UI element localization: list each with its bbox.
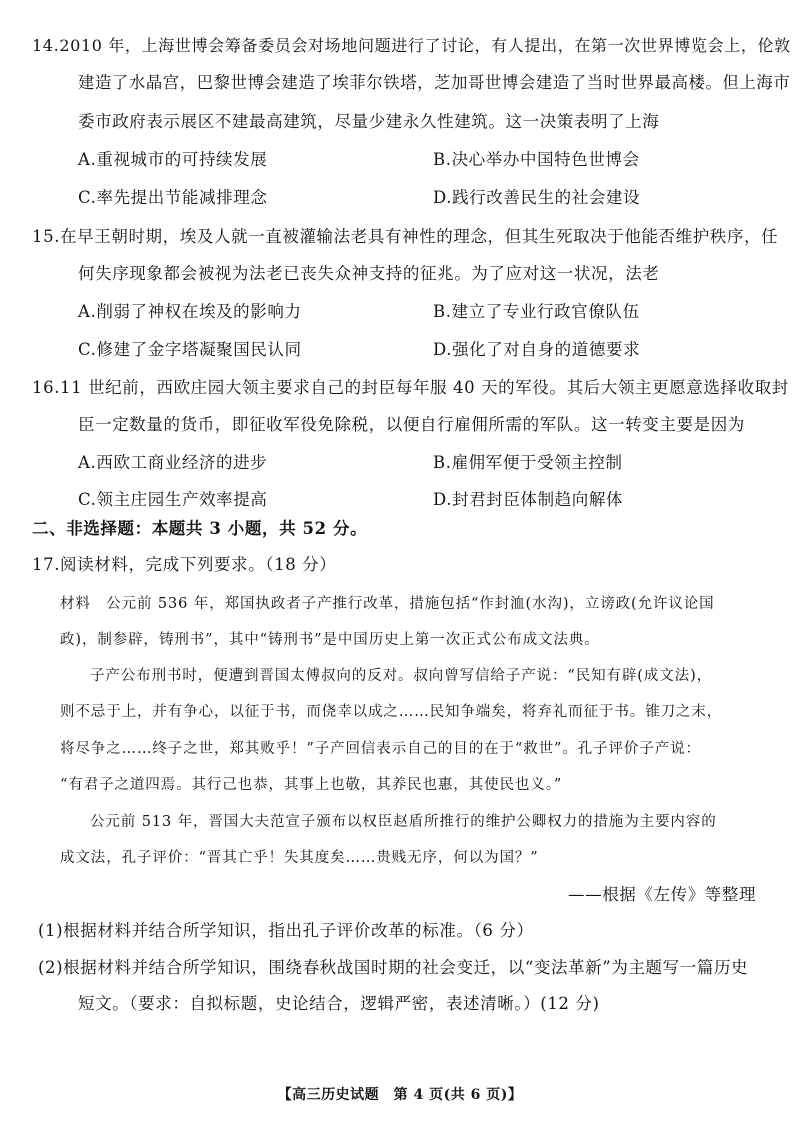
q17-material-line-4: 则不忌于上，并有争心，以征于书，而侥幸以成之……民知争端矣，将弃礼而征于书。锥刀之末， [60, 704, 723, 720]
q14-line-3: 委市政府表示展区不建最高建筑，尽量少建永久性建筑。这一决策表明了上海 [78, 112, 660, 131]
q17-material-line-7: 公元前 513 年，晋国大夫范宣子颁布以权臣赵盾所推行的维护公卿权力的措施为主要内容的 [90, 814, 717, 830]
q14-option-d: D.践行改善民生的社会建设 [433, 188, 641, 207]
q17-subquestion-2-line-2: 短文。（要求：自拟标题，史论结合，逻辑严密，表述清晰。）(12 分) [78, 994, 600, 1013]
q15-line-1: 15.在早王朝时期，埃及人就一直被灌输法老具有神性的理念，但其生死取决于他能否维护秩序，任 [32, 227, 779, 246]
q15-option-a: A.削弱了神权在埃及的影响力 [78, 302, 302, 321]
q17-source: ——根据《左传》等整理 [568, 885, 757, 904]
q16-option-d: D.封君封臣体制趋向解体 [433, 490, 624, 509]
q17-material-line-2: 政)，制参辟，铸刑书”，其中“铸刑书”是中国历史上第一次正式公布成文法典。 [60, 632, 600, 648]
q15-option-b: B.建立了专业行政官僚队伍 [433, 302, 640, 321]
q16-line-1: 16.11 世纪前，西欧庄园大领主要求自己的封臣每年服 40 天的军役。其后大领主更愿意选择收取封 [32, 378, 789, 397]
q17-material-line-5: 将尽争之……终子之世，郑其败乎！”子产回信表示自己的目的在于“救世”。孔子评价子产说： [60, 741, 701, 757]
q17-material-line-8: 成文法，孔子评价：“晋其亡乎！失其度矣……贵贱无序，何以为国？” [60, 850, 539, 866]
q16-line-2: 臣一定数量的货币，即征收军役免除税，以便自行雇佣所需的军队。这一转变主要是因为 [78, 415, 745, 434]
q14-line-2: 建造了水晶宫，巴黎世博会建造了埃菲尔铁塔，芝加哥世博会建造了当时世界最高楼。但上海市 [78, 73, 791, 92]
q14-option-b: B.决心举办中国特色世博会 [433, 150, 640, 169]
q15-option-d: D.强化了对自身的道德要求 [433, 340, 641, 359]
q16-option-c: C.领主庄园生产效率提高 [78, 490, 268, 509]
q17-title: 17.阅读材料，完成下列要求。（18 分） [32, 555, 337, 574]
q17-material-line-3: 子产公布刑书时，便遭到晋国太傅叔向的反对。叔向曾写信给子产说：“民知有辟(成文法)， [90, 668, 713, 684]
q14-option-a: A.重视城市的可持续发展 [78, 150, 268, 169]
q16-option-a: A.西欧工商业经济的进步 [78, 453, 268, 472]
q15-option-c: C.修建了金字塔凝聚国民认同 [78, 340, 302, 359]
q17-material-line-1: 材料 公元前 536 年，郑国执政者子产推行改革，措施包括“作封洫(水沟)，立谤政(允许议论国 [60, 596, 715, 612]
q17-subquestion-2-line-1: (2)根据材料并结合所学知识，围绕春秋战国时期的社会变迁，以“变法革新”为主题写一篇历史 [38, 958, 749, 977]
q17-material-line-6: “有君子之道四焉。其行己也恭，其事上也敬，其养民也惠，其使民也义。” [60, 777, 563, 793]
q16-option-b: B.雇佣军便于受领主控制 [433, 453, 623, 472]
q14-line-1: 14.2010 年，上海世博会筹备委员会对场地问题进行了讨论，有人提出，在第一次世界博览会上，伦敦 [32, 36, 791, 55]
q15-line-2: 何失序现象都会被视为法老已丧失众神支持的征兆。为了应对这一状况，法老 [78, 264, 660, 283]
q17-subquestion-1: (1)根据材料并结合所学知识，指出孔子评价改革的标准。（6 分） [38, 921, 534, 940]
section-heading: 二、非选择题：本题共 3 小题，共 52 分。 [32, 519, 368, 538]
q14-option-c: C.率先提出节能减排理念 [78, 188, 268, 207]
page-footer: 【高三历史试题 第 4 页(共 6 页)】 [277, 1087, 523, 1103]
